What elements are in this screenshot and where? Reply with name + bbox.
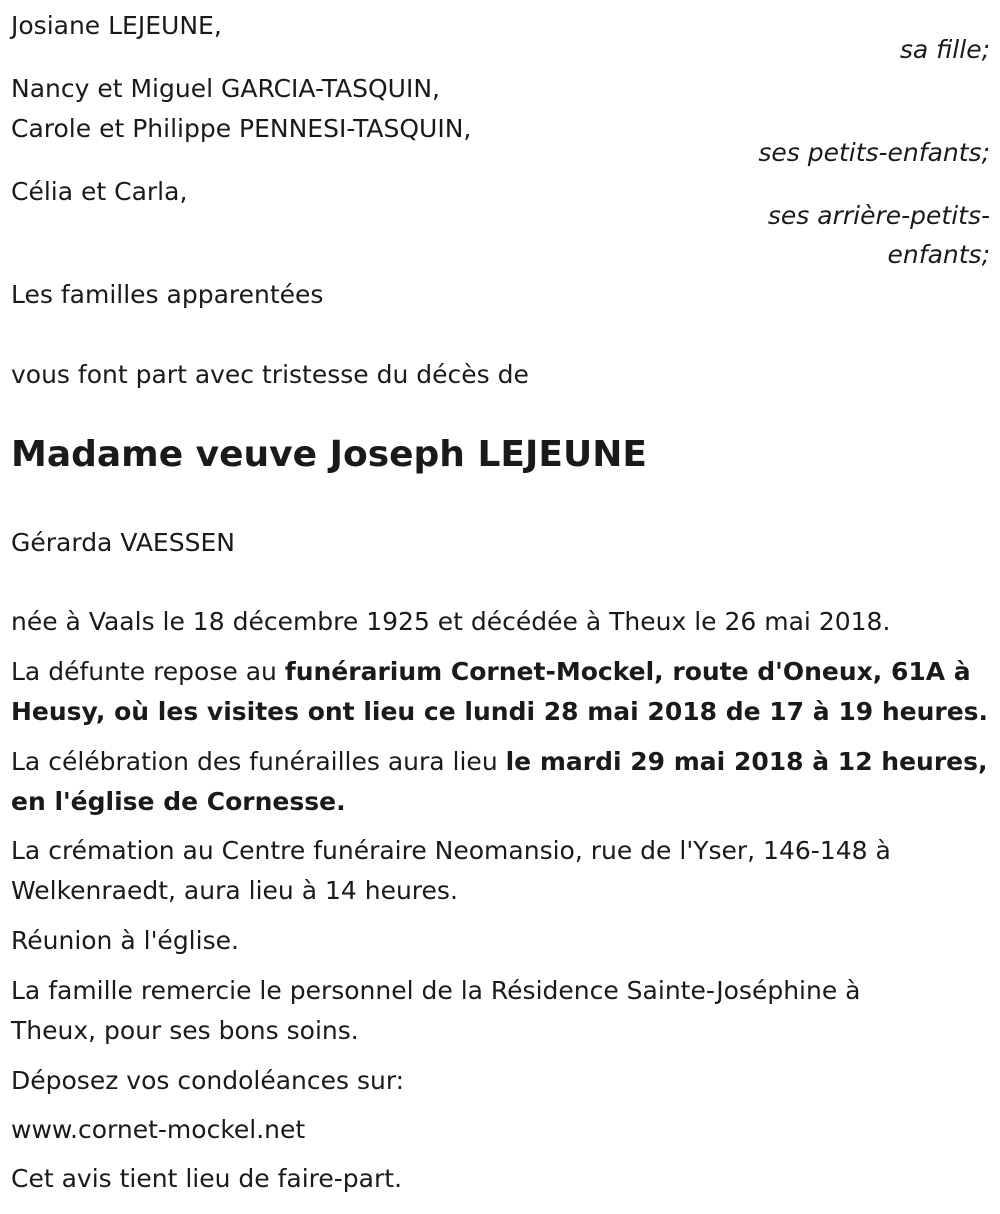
funeral-paragraph xyxy=(11,742,991,822)
funeral-prefix: La célébration des funérailles aura lieu xyxy=(11,747,506,776)
life-dates: née à Vaals le 18 décembre 1925 et décédée à Theux le 26 mai 2018. xyxy=(11,607,891,636)
announcement-intro: vous font part avec tristesse du décès de xyxy=(11,360,529,389)
great-grandchildren-role-2: enfants; xyxy=(887,240,990,269)
repose-details: funérarium Cornet-Mockel, route d'Oneux, 61A à Heusy, où les visites ont lieu ce lundi 28 mai 2018 de 17 à 19 heures. xyxy=(11,657,989,726)
cremation-paragraph: La crémation au Centre funéraire Neomansio, rue de l'Yser, 146-148 à Welkenraedt, aura lieu à 14 heures. xyxy=(11,836,891,905)
related-families: Les familles apparentées xyxy=(11,280,324,309)
repose-paragraph xyxy=(11,652,991,732)
daughter-name: Josiane LEJEUNE, xyxy=(11,11,222,40)
grandchildren-line-1: Nancy et Miguel GARCIA-TASQUIN, xyxy=(11,74,440,103)
condolences-label: Déposez vos condoléances sur: xyxy=(11,1066,405,1095)
website-link[interactable]: www.cornet-mockel.net xyxy=(11,1115,306,1144)
daughter-role: sa fille; xyxy=(899,35,990,64)
closing-text: Cet avis tient lieu de faire-part. xyxy=(11,1164,403,1193)
birth-name: Gérarda VAESSEN xyxy=(11,528,235,557)
deceased-title: Madame veuve Joseph LEJEUNE xyxy=(11,434,647,475)
funeral-details: le mardi 29 mai 2018 à 12 heures, en l'église de Cornesse. xyxy=(11,747,988,816)
repose-prefix: La défunte repose au xyxy=(11,657,285,686)
reunion-text: Réunion à l'église. xyxy=(11,926,239,955)
thanks-paragraph: La famille remercie le personnel de la Résidence Sainte-Joséphine à Theux, pour ses bons soins. xyxy=(11,976,861,1045)
great-grandchildren: Célia et Carla, xyxy=(11,177,188,206)
great-grandchildren-role-1: ses arrière-petits- xyxy=(767,201,990,230)
grandchildren-line-2: Carole et Philippe PENNESI-TASQUIN, xyxy=(11,114,472,143)
grandchildren-role: ses petits-enfants; xyxy=(758,138,990,167)
